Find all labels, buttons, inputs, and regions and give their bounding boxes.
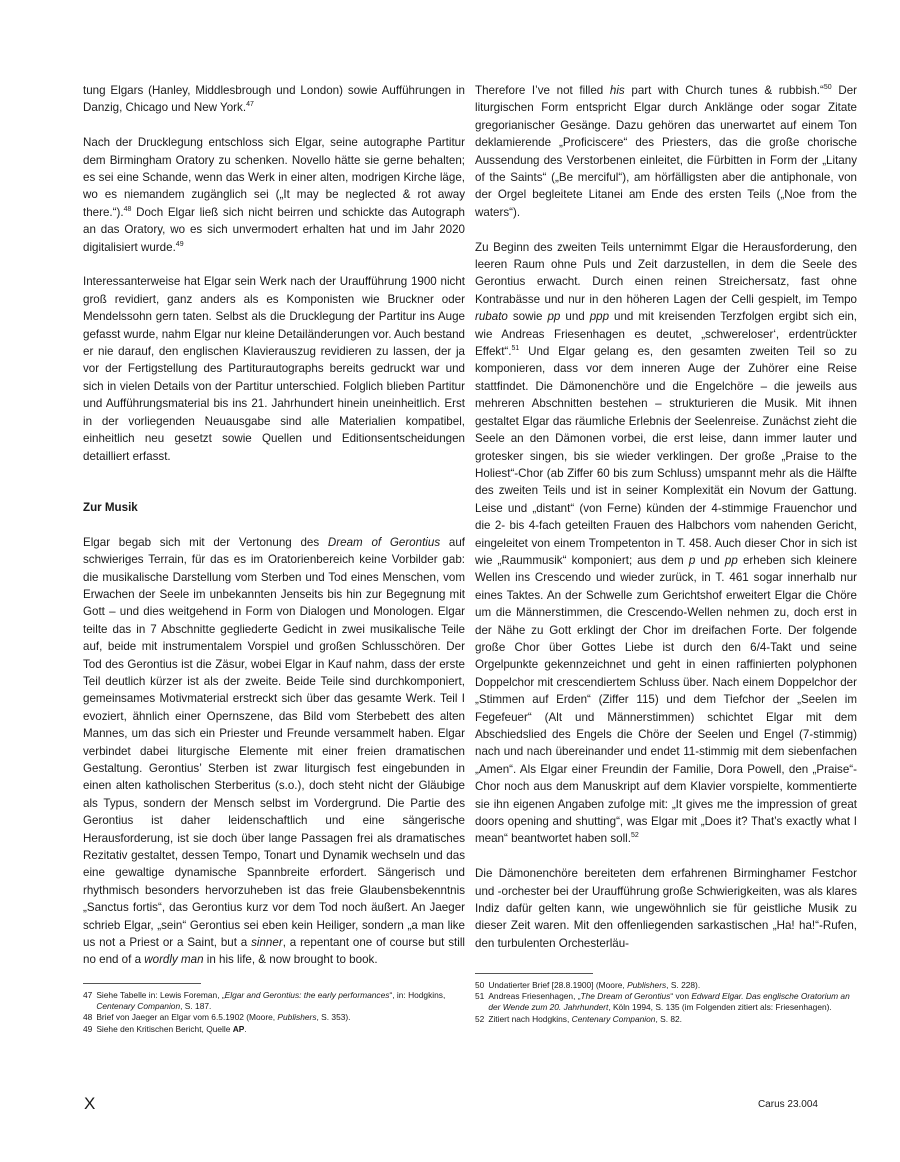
page-number: X — [84, 1094, 96, 1113]
left-column — [83, 82, 465, 969]
footnote: 51 Andreas Friesenhagen, „The Dream of Gerontius“ von Edward Elgar. Das englische Oratorium an der Wende zum 20. Jahrhundert, Köln 1994, S. 135 (im Folgenden zitiert als: Friesenhagen). — [475, 991, 850, 1013]
paragraph: tung Elgars (Hanley, Middlesbrough und London) sowie Aufführungen in Danzig, Chicago und New York.$^{47}$ — [83, 84, 465, 115]
footnote: 47 Siehe Tabelle in: Lewis Foreman, „Elgar and Gerontius: the early performances“, in: Hodgkins, Centenary Companion, S. 187. — [83, 990, 446, 1012]
paragraph: Elgar begab sich mit der Vertonung des Dream of Gerontius auf schwieriges Terrain, für das es im Oratorienbereich keine Vorbilder gab: die musikalische Darstellung vom Sterben und Tod eines Menschen, vom Erwachen der Seele im unbekannten Jenseits bis hin zur Begegnung mit Gott – und dies weitgehend in Form von Dialogen und Monologen. Elgar teilte das in 7 Abschnitte gegliederte Gedicht in zwei musikalische Teile auf, beide mit instrumentalem Vorspiel und großen Schlusschören. Der Tod des Gerontius ist die Zäsur, wobei Elgar in Kauf nahm, dass der erste Teil deutlich kürzer ist als der zweite. Beide Teile sind durchkomponiert, gemeinsames Motivmaterial erstreckt sich über das gesamte Werk. Teil I evoziert, ähnlich einer Opernszene, das Bild vom Sterbebett des alten Mannes, um das sich ein Priester und Freunde versammelt haben. Elgar verbindet dabei liturgische Elemente mit einer freien dramatischen Gestaltung. Gerontius’ Sterben ist zwar liturgisch fest eingebunden in einen alten katholischen Sterberitus (s.o.), doch steht nicht der Gläubige als Typus, sondern der Mensch selbst im Vordergrund. Die Partie des Gerontius ist daher leidenschaftlich und eine sängerische Herausforderung, ist sie doch über lange Passagen frei als dramatisches Rezitativ gestaltet, dessen Tempo, Tonart und Dynamik wechseln und das eine gewaltige dynamische Spannbreite erfordert. Sängerisch und rhythmisch besonders hervorzuheben ist das freie Glaubensbekenntnis „Sanctus fortis“, das Gerontius kurz vor dem Tod noch äußert. An Jaeger schrieb Elgar, „sein“ Gerontius sei eben kein Heiliger, sondern „a man like us not a Priest or a Saint, but a sinner, a repentant one of course but still no end of a wordly man in his life, & now brought to book. — [83, 535, 465, 967]
footnotes-left — [83, 983, 465, 1035]
paragraph: Die Dämonenchöre bereiteten dem erfahrenen Birminghamer Festchor und -orchester bei der Uraufführung große Schwierigkeiten, was als klares Indiz dafür gelten kann, wie ungewöhnlich sie für geistliche Musik zu dieser Zeit waren. Mit den offenliegenden sarkastischen „Ha! ha!“-Rufen, den turbulenten Orchesterläu- — [475, 867, 857, 950]
footnotes-right — [475, 973, 857, 1025]
footnote-ref[interactable]: 50 — [823, 84, 832, 92]
paragraph: Zu Beginn des zweiten Teils unternimmt Elgar die Herausforderung, den leeren Raum ohne Puls und Zeit darzustellen, in dem die Seele des Gerontius erwacht. Durch einen reinen Streichersatz, fast ohne Kontrabässe und nur in den höheren Lagen der Celli gespielt, im Tempo rubato sowie pp und ppp und mit kreisenden Terzfolgen ergibt sich ein, wie Andreas Friesenhagen es deutet, „schwereloser‘, erdentrückter Effekt“.$^{51}$ Und Elgar gelang es, den gesamten zweiten Teil so zu komponieren, dass vor dem inneren Auge der Zuhörer eine Reise stattfindet. Die Dämonenchöre und die Engelchöre – die jeweils aus mehreren Abschnitten bestehen – strukturieren die Musik. Mit ihnen gestaltet Elgar das räumliche Erlebnis der Seelenreise. Zunächst zieht die Seele an den Dämonen vorbei, die erst leise, dann immer lauter und grotesker singen, bis sie wieder verklingen. Der große „Praise to the Holiest“-Chor (ab Ziffer 60 bis zum Schluss) umspannt mehr als die Hälfte des zweiten Teils und ist in seiner Komplexität ein Novum der Gattung. Leise und „distant“ (von Ferne) künden der 4-stimmige Frauenchor und die 2- bis 4-fach geteilten Frauen des Halbchors vom nahenden Gericht, eingeleitet von einem Trompetenton in T. 458. Auch dieser Chor in sich ist wie „Raummusik“ komponiert; aus dem p und pp erheben sich kleinere Wellen ins Crescendo und wieder zurück, in T. 461 sogar innerhalb nur eines Taktes. An der Schwelle zum Gerichtshof erweitert Elgar die Chöre um die Männerstimmen, die Crescendo-Wellen nehmen zu, doch erst in der Nähe zu Gott erklingt der Chor im dreifachen Forte. Der folgende große Chor über Gottes Liebe ist durch den 6/4-Takt und seine Orgelpunkte gekennzeichnet und geht in einen raffinierten polyphonen Doppelchor mit crescendiertem Schluss über. Nach einem Doppelchor der „Stimmen auf Erden“ (Ziffer 115) und dem Tiefchor der „Seelen im Fegefeuer“ (Alt und Männerstimmen) schichtet Elgar mit dem Abschiedslied des Engels die Chöre der Seelen und Engel (7-stimmig) nach und nach übereinander und endet 11-stimmig mit dem siebenfachen „Amen“. Als Elgar einer Freundin der Familie, Dora Powell, den „Praise“-Chor noch aus dem Manuskript auf dem Klavier vorspielte, kommentierte sie ihn eigenen Angaben zufolge mit: „It gives me the impression of great doors opening and shutting“, was Elgar mit „Does it? That’s exactly what I mean“ beantwortet haben soll.$^{52}$ — [475, 240, 858, 846]
footnote-ref[interactable]: 47 — [246, 101, 254, 109]
footnote-divider — [83, 983, 201, 984]
footnote: 50 Undatierter Brief [28.8.1900] (Moore, Publishers, S. 228). — [475, 980, 701, 990]
footnote: 52 Zitiert nach Hodgkins, Centenary Companion, S. 82. — [475, 1013, 683, 1024]
paragraph: Nach der Drucklegung entschloss sich Elgar, seine autographe Partitur dem Birmingham Oratory zu schenken. Novello hätte sie gerne behalten; es sei eine Schande, wenn das Werk in einer alten, modrigen Kirche läge, wo es niemandem zugänglich sei („It may be neglected & rot away there.“).$^{48}$ Doch Elgar ließ sich nicht beirren und schickte das Autograph an das Oratory, wo es sich unvermodert erhalten hat und im Jahr 2020 digitalisiert wurde.$^{49}$ — [83, 136, 465, 254]
footnote-ref[interactable]: 48 — [123, 205, 132, 213]
section-heading: Zur Musik — [83, 500, 138, 514]
right-column — [475, 82, 857, 952]
paragraph: Therefore I’ve not filled his part with Church tunes & rubbish.“$^{50}$ Der liturgischen Form entspricht Elgar durch Anklänge oder sogar Zitate gregorianischer Gesänge. Dazu gehören das unerwartet auf einem Ton deklamierende „Proficiscere“ des Priesters, das die große chorische Aussendung des Verstorbenen einleitet, die Fürbitten in Form der „Litany of the Saints“ („Be merciful“), am hörfälligsten aber die antiphonale, von der Orgel begleitete Litanei am Ende des ersten Teils („Noe from the waters“). — [475, 84, 857, 219]
footnote: 49 Siehe den Kritischen Bericht, Quelle AP. — [83, 1023, 247, 1034]
paragraph: Interessanterweise hat Elgar sein Werk nach der Uraufführung 1900 nicht groß revidiert, ganz anders als es Komponisten wie Bruckner oder Mendelssohn gern taten. Selbst als die Drucklegung der Partitur ins Auge gefasst wurde, nahm Elgar nur kleine Detailänderungen vor. Auch bestand er nie darauf, den englischen Klavierauszug revidieren zu lassen, der ja vor der Fertigstellung des Partiturautographs bereits gedruckt war und sich in vielen Details von der Partitur unterschied. Folglich blieben Partitur und Aufführungsmaterial bis ins 21. Jahrhundert hinein uneinheitlich. Erst in der vorliegenden Neuausgabe sind alle Materialien kompatibel, einheitlich neu gesetzt sowie Quellen und Editionsentscheidungen detailliert erfasst. — [83, 275, 465, 463]
catalog-number: Carus 23.004 — [757, 1099, 818, 1110]
footnote-ref[interactable]: 52 — [630, 832, 639, 840]
footnote-divider — [475, 973, 593, 974]
footnote: 48 Brief von Jaeger an Elgar vom 6.5.1902 (Moore, Publishers, S. 353). — [83, 1012, 351, 1023]
footnote-ref[interactable]: 49 — [175, 240, 184, 248]
footnote-ref[interactable]: 51 — [511, 345, 520, 353]
